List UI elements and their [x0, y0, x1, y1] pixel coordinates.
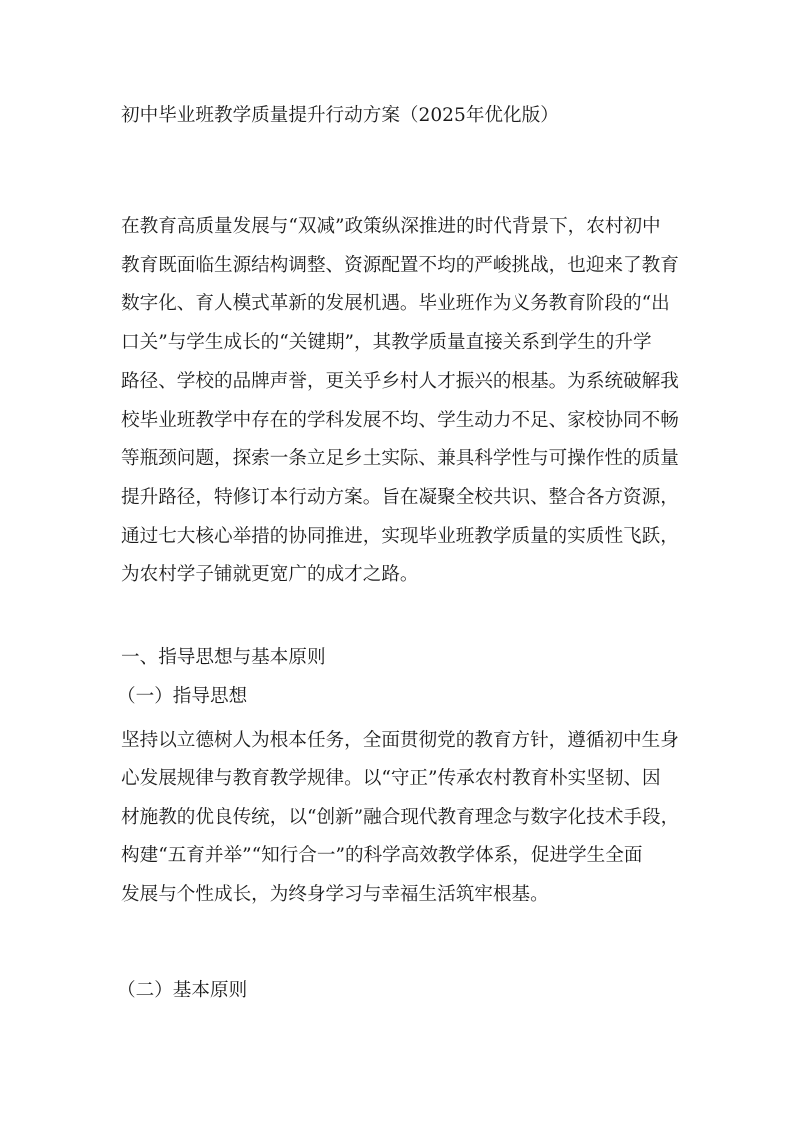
subsection-heading: （一）指导思想 — [117, 686, 248, 707]
paragraph-line: 路径、学校的品牌声誉，更关乎乡村人才振兴的根基。为系统破解我 — [121, 371, 679, 392]
paragraph-line: 提升路径，特修订本行动方案。旨在凝聚全校共识、整合各方资源， — [121, 487, 679, 508]
paragraph-line: 校毕业班教学中存在的学科发展不均、学生动力不足、家校协同不畅 — [121, 410, 679, 431]
paragraph-line: 在教育高质量发展与“双减”政策纵深推进的时代背景下，农村初中 — [121, 216, 661, 237]
paragraph-line: 构建“五育并举”“知行合一”的科学高效教学体系，促进学生全面 — [121, 845, 643, 866]
paragraph-line: 坚持以立德树人为根本任务，全面贯彻党的教育方针，遵循初中生身 — [121, 730, 679, 751]
paragraph-line: 材施教的优良传统，以“创新”融合现代教育理念与数字化技术手段， — [121, 807, 680, 828]
paragraph-line: 通过七大核心举措的协同推进，实现毕业班教学质量的实质性飞跃， — [121, 526, 679, 547]
paragraph-line: 为农村学子铺就更宽广的成才之路。 — [121, 564, 419, 585]
section-heading: 一、指导思想与基本原则 — [121, 647, 326, 668]
paragraph-line: 发展与个性成长，为终身学习与幸福生活筑牢根基。 — [121, 884, 549, 905]
paragraph-line: 教育既面临生源结构调整、资源配置不均的严峻挑战，也迎来了教育 — [121, 255, 679, 276]
paragraph-line: 口关”与学生成长的“关键期”，其教学质量直接关系到学生的升学 — [121, 332, 652, 353]
document-title: 初中毕业班教学质量提升行动方案（2025年优化版） — [121, 105, 559, 126]
paragraph-line: 心发展规律与教育教学规律。以“守正”传承农村教育朴实坚韧、因 — [121, 768, 661, 789]
paragraph-line: 数字化、育人模式革新的发展机遇。毕业班作为义务教育阶段的“出 — [121, 293, 670, 314]
subsection-heading: （二）基本原则 — [117, 980, 248, 1001]
paragraph-line: 等瓶颈问题，探索一条立足乡土实际、兼具科学性与可操作性的质量 — [121, 448, 679, 469]
